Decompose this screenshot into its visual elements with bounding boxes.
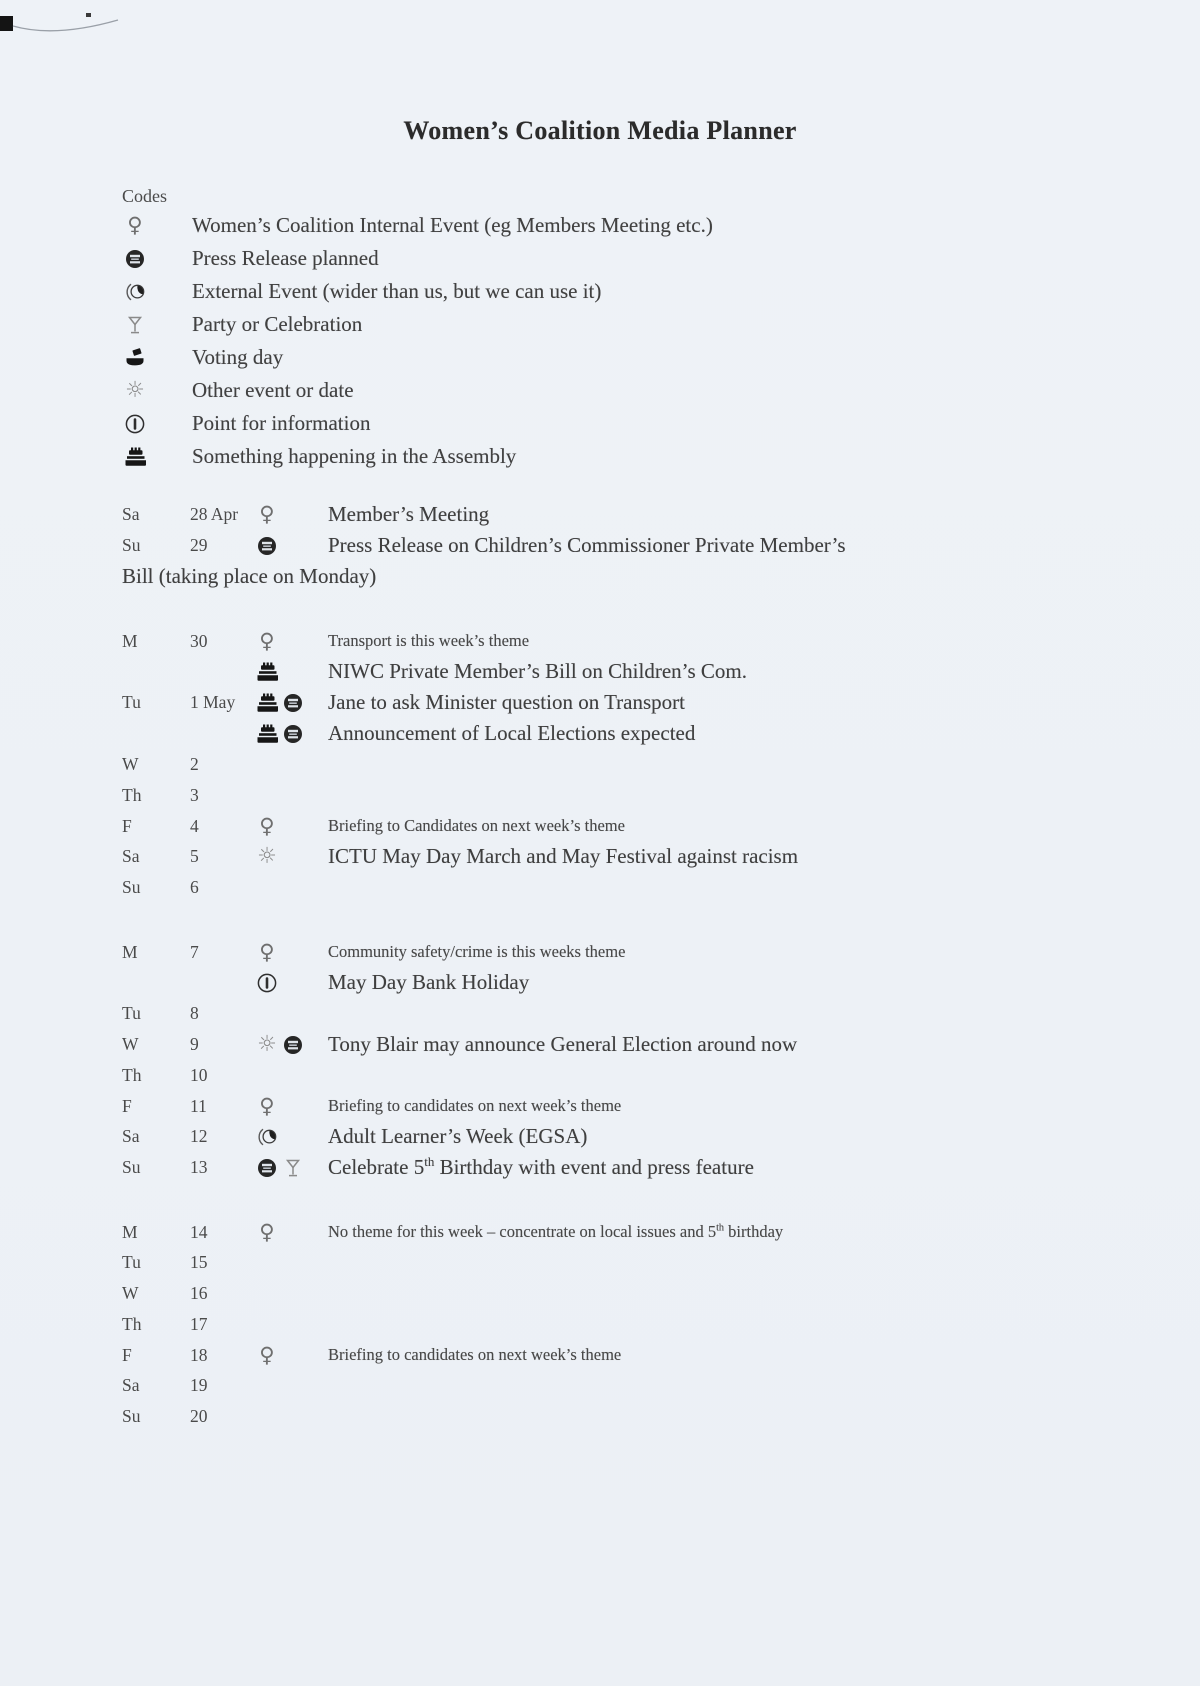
event-text: Tony Blair may announce General Election around now bbox=[328, 1032, 798, 1056]
code-row bbox=[122, 242, 1200, 275]
code-label: Voting day bbox=[192, 345, 284, 369]
female-symbol-icon: ♀ bbox=[259, 1342, 275, 1367]
code-icon-cell bbox=[122, 215, 192, 236]
female-symbol-icon: ♀ bbox=[259, 502, 275, 526]
press-release-icon bbox=[280, 723, 306, 745]
date-label: 17 bbox=[190, 1314, 208, 1334]
circled-i-icon bbox=[122, 413, 148, 435]
code-icon-cell bbox=[122, 446, 192, 468]
event-icons bbox=[254, 723, 328, 745]
event-text: Jane to ask Minister question on Transport bbox=[328, 690, 685, 714]
day-label: F bbox=[122, 1344, 132, 1365]
day-label: Tu bbox=[122, 1003, 141, 1023]
schedule-row bbox=[122, 1060, 1200, 1091]
event-text: Member’s Meeting bbox=[328, 502, 490, 526]
codes-heading: Codes bbox=[122, 186, 167, 206]
date-label: 4 bbox=[190, 815, 199, 836]
week-gap bbox=[122, 903, 1200, 937]
event-icons bbox=[254, 939, 328, 964]
schedule-row bbox=[122, 780, 1200, 811]
code-icon-cell bbox=[122, 377, 192, 403]
event-icons bbox=[254, 843, 328, 869]
date-label: 5 bbox=[190, 846, 199, 866]
day-label: W bbox=[122, 1283, 139, 1303]
event-text: NIWC Private Member’s Bill on Children’s Com. bbox=[328, 659, 747, 683]
schedule-row bbox=[122, 1029, 1200, 1060]
schedule-row bbox=[122, 1152, 1200, 1183]
ballot-hand-icon bbox=[122, 347, 148, 369]
event-icons bbox=[254, 535, 328, 557]
event-text: Community safety/crime is this weeks theme bbox=[328, 942, 626, 961]
event-icons bbox=[254, 1093, 328, 1118]
date-label: 29 bbox=[190, 535, 208, 555]
date-label: 1 May bbox=[190, 692, 236, 712]
code-label: Press Release planned bbox=[192, 246, 379, 270]
press-release-icon bbox=[280, 692, 306, 714]
schedule-row bbox=[122, 1309, 1200, 1340]
day-label: W bbox=[122, 1034, 139, 1054]
event-icons bbox=[254, 504, 328, 525]
code-icon-cell bbox=[122, 314, 192, 336]
day-label: F bbox=[122, 1095, 132, 1116]
event-text: ICTU May Day March and May Festival against racism bbox=[328, 844, 799, 868]
date-label: 11 bbox=[190, 1095, 207, 1116]
code-icon-cell bbox=[122, 248, 192, 270]
date-label: 8 bbox=[190, 1003, 199, 1023]
event-text: Briefing to candidates on next week’s theme bbox=[328, 1345, 622, 1364]
code-row bbox=[122, 308, 1200, 341]
date-label: 19 bbox=[190, 1375, 208, 1395]
martini-glass-icon bbox=[280, 1157, 306, 1179]
event-text: Transport is this week’s theme bbox=[328, 631, 530, 650]
female-symbol-icon: ♀ bbox=[127, 213, 143, 237]
code-icon-cell bbox=[122, 413, 192, 435]
event-text-continuation: Bill (taking place on Monday) bbox=[122, 564, 377, 588]
martini-glass-icon bbox=[122, 314, 148, 336]
date-label: 12 bbox=[190, 1126, 208, 1146]
event-icons bbox=[254, 1342, 328, 1367]
assembly-building-icon bbox=[122, 446, 148, 468]
event-icons bbox=[254, 1031, 328, 1057]
event-text: No theme for this week – concentrate on local issues and 5th birthday bbox=[328, 1222, 784, 1241]
event-text: Briefing to candidates on next week’s theme bbox=[328, 1096, 622, 1115]
assembly-building-icon bbox=[254, 661, 280, 683]
date-label: 14 bbox=[190, 1221, 208, 1242]
code-row bbox=[122, 341, 1200, 374]
date-label: 16 bbox=[190, 1283, 208, 1303]
schedule-row bbox=[122, 499, 1200, 530]
code-row bbox=[122, 275, 1200, 308]
schedule-row bbox=[122, 1217, 1200, 1247]
day-label: Sa bbox=[122, 1375, 140, 1395]
schedule-row bbox=[122, 841, 1200, 872]
date-label: 9 bbox=[190, 1034, 199, 1054]
schedule-row bbox=[122, 1370, 1200, 1401]
schedule-row bbox=[122, 749, 1200, 780]
page-title: Women’s Coalition Media Planner bbox=[403, 116, 797, 145]
assembly-building-icon bbox=[254, 692, 280, 714]
event-text: Briefing to Candidates on next week’s theme bbox=[328, 816, 625, 835]
sun-icon: ☼ bbox=[257, 1031, 277, 1057]
day-label: M bbox=[122, 630, 138, 651]
schedule-row bbox=[122, 1278, 1200, 1309]
event-icons bbox=[254, 813, 328, 838]
date-label: 7 bbox=[190, 941, 199, 962]
code-row bbox=[122, 440, 1200, 473]
codes-section bbox=[122, 186, 1200, 473]
day-label: Sa bbox=[122, 504, 140, 524]
schedule-row bbox=[122, 937, 1200, 967]
schedule-row bbox=[122, 1401, 1200, 1432]
week-gap bbox=[122, 592, 1200, 626]
day-label: Th bbox=[122, 1065, 142, 1085]
globe-external-event-icon bbox=[254, 1126, 280, 1148]
event-icons bbox=[254, 972, 328, 994]
schedule-section bbox=[122, 499, 1200, 1432]
press-release-icon bbox=[280, 1034, 306, 1056]
sun-icon: ☼ bbox=[125, 377, 145, 403]
schedule-row bbox=[122, 626, 1200, 656]
female-symbol-icon: ♀ bbox=[259, 813, 275, 838]
day-label: F bbox=[122, 815, 132, 836]
event-text: Celebrate 5th Birthday with event and press feature bbox=[328, 1154, 754, 1179]
day-label: Sa bbox=[122, 1126, 140, 1146]
schedule-row bbox=[122, 811, 1200, 841]
day-label: M bbox=[122, 1221, 138, 1242]
day-label: Tu bbox=[122, 692, 141, 712]
code-row bbox=[122, 374, 1200, 407]
code-label: Something happening in the Assembly bbox=[192, 444, 517, 468]
code-label: Party or Celebration bbox=[192, 312, 363, 336]
date-label: 2 bbox=[190, 754, 199, 774]
day-label: Sa bbox=[122, 846, 140, 866]
code-label: Women’s Coalition Internal Event (eg Members Meeting etc.) bbox=[192, 213, 713, 237]
schedule-row bbox=[122, 530, 1200, 561]
schedule-row bbox=[122, 718, 1200, 749]
event-text: Adult Learner’s Week (EGSA) bbox=[328, 1124, 588, 1148]
schedule-row bbox=[122, 1340, 1200, 1370]
event-icons bbox=[254, 661, 328, 683]
schedule-row bbox=[122, 687, 1200, 718]
event-icons bbox=[254, 1126, 328, 1148]
code-label: Other event or date bbox=[192, 378, 354, 402]
day-label: Su bbox=[122, 535, 141, 555]
circled-i-icon bbox=[254, 972, 280, 994]
code-row bbox=[122, 407, 1200, 440]
event-icons bbox=[254, 1219, 328, 1244]
date-label: 28 Apr bbox=[190, 504, 239, 524]
day-label: Th bbox=[122, 785, 142, 805]
code-icon-cell bbox=[122, 347, 192, 369]
date-label: 10 bbox=[190, 1065, 208, 1085]
schedule-row bbox=[122, 998, 1200, 1029]
date-label: 3 bbox=[190, 785, 199, 805]
date-label: 18 bbox=[190, 1344, 208, 1365]
event-icons bbox=[254, 628, 328, 653]
day-label: Tu bbox=[122, 1252, 141, 1272]
event-text: May Day Bank Holiday bbox=[328, 970, 530, 994]
date-label: 30 bbox=[190, 630, 208, 651]
day-label: Th bbox=[122, 1314, 142, 1334]
date-label: 6 bbox=[190, 877, 199, 897]
assembly-building-icon bbox=[254, 723, 280, 745]
globe-external-event-icon bbox=[122, 281, 148, 303]
schedule-row bbox=[122, 967, 1200, 998]
schedule-row bbox=[122, 1247, 1200, 1278]
code-icon-cell bbox=[122, 281, 192, 303]
schedule-row bbox=[122, 1091, 1200, 1121]
codes-list bbox=[122, 209, 1200, 473]
code-label: Point for information bbox=[192, 411, 371, 435]
schedule-row bbox=[122, 1121, 1200, 1152]
code-label: External Event (wider than us, but we can use it) bbox=[192, 279, 602, 303]
event-text: Announcement of Local Elections expected bbox=[328, 721, 696, 745]
date-label: 15 bbox=[190, 1252, 208, 1272]
date-label: 13 bbox=[190, 1157, 208, 1177]
event-icons bbox=[254, 1157, 328, 1179]
sun-icon: ☼ bbox=[257, 843, 277, 869]
date-label: 20 bbox=[190, 1406, 208, 1426]
day-label: Su bbox=[122, 1406, 141, 1426]
day-label: Su bbox=[122, 877, 141, 897]
press-release-icon bbox=[254, 1157, 280, 1179]
press-release-icon bbox=[254, 535, 280, 557]
schedule-row bbox=[122, 872, 1200, 903]
code-row bbox=[122, 209, 1200, 242]
day-label: W bbox=[122, 754, 139, 774]
event-text: Press Release on Children’s Commissioner Private Member’s bbox=[328, 533, 846, 557]
week-gap bbox=[122, 1183, 1200, 1217]
female-symbol-icon: ♀ bbox=[259, 1093, 275, 1118]
scan-artifact bbox=[0, 8, 150, 50]
day-label: M bbox=[122, 941, 138, 962]
female-symbol-icon: ♀ bbox=[259, 1219, 275, 1244]
press-release-icon bbox=[122, 248, 148, 270]
day-label: Su bbox=[122, 1157, 141, 1177]
female-symbol-icon: ♀ bbox=[259, 628, 275, 653]
female-symbol-icon: ♀ bbox=[259, 939, 275, 964]
schedule-row bbox=[122, 656, 1200, 687]
event-icons bbox=[254, 692, 328, 714]
